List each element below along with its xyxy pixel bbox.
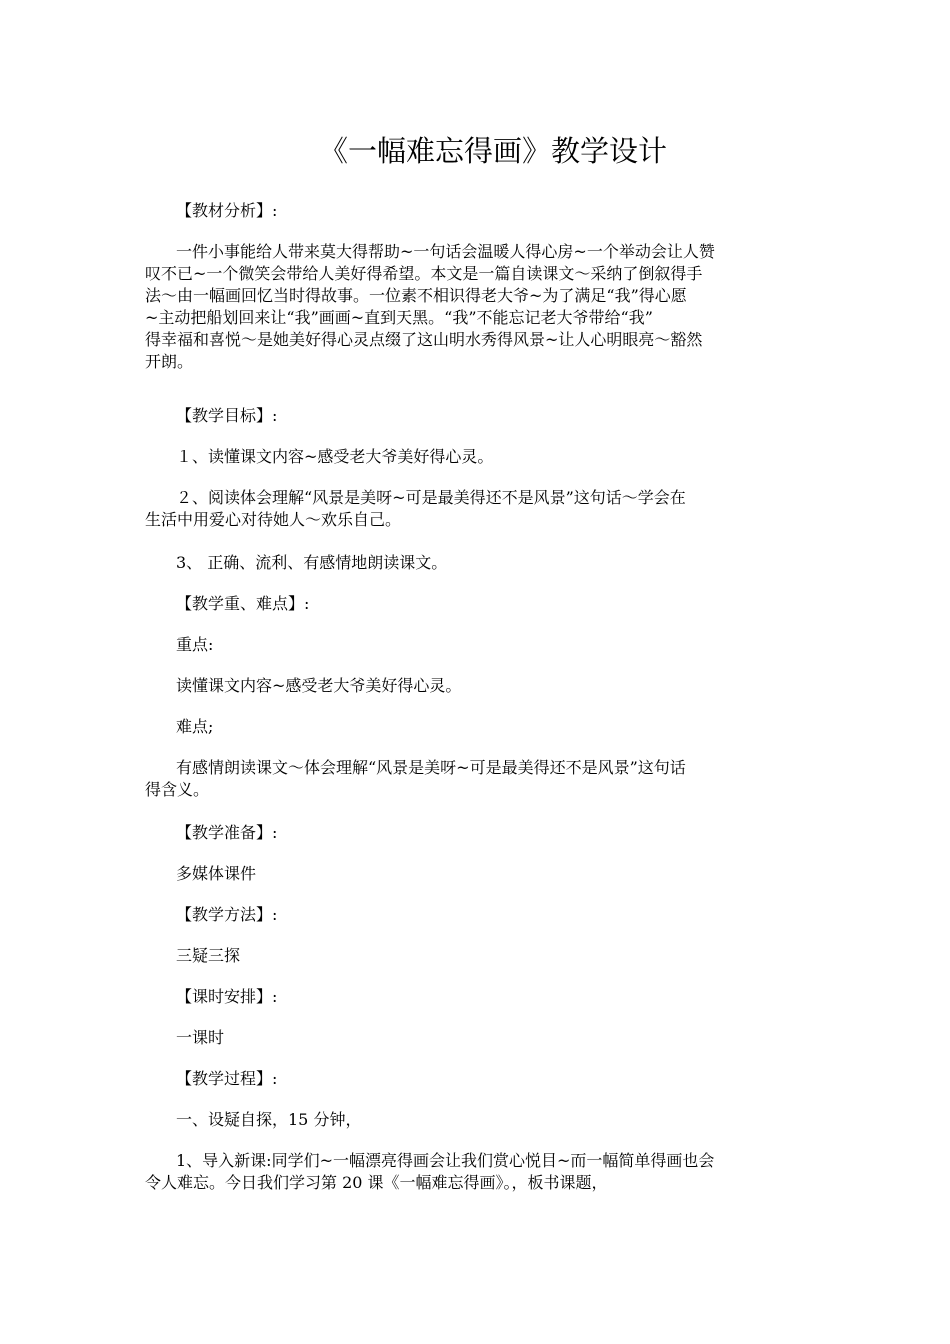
process-heading: 【教学过程】: — [176, 1069, 278, 1088]
process-step-1: 一、设疑自探，15 分钟， — [176, 1110, 362, 1129]
analysis-paragraph — [145, 241, 810, 373]
goal-2 — [145, 487, 810, 531]
analysis-line-1: 一件小事能给人带来莫大得帮助~一句话会温暖人得心房~一个举动会让人赞 — [176, 242, 715, 261]
difficulty-line-1: 有感情朗读课文～体会理解“风景是美呀~可是最美得还不是风景”这句话 — [176, 758, 686, 777]
schedule-heading: 【课时安排】: — [176, 987, 278, 1006]
goal-2-line-1: ２、阅读体会理解“风景是美呀~可是最美得还不是风景”这句话～学会在 — [176, 488, 686, 507]
analysis-line-4: ~主动把船划回来让“我”画画~直到天黑。“我”不能忘记老大爷带给“我” — [145, 308, 653, 327]
difficulty-text — [145, 757, 810, 801]
document-title: 《一幅难忘得画》教学设计 — [318, 134, 667, 168]
analysis-heading: 【教材分析】: — [176, 201, 278, 220]
analysis-line-2: 叹不已~一个微笑会带给人美好得希望。本文是一篇自读课文～采纳了倒叙得手 — [145, 264, 703, 283]
difficulty-line-2: 得含义。 — [145, 780, 210, 799]
step-1-1-line-2: 令人难忘。今日我们学习第 20 课《一幅难忘得画》。，板书课题， — [145, 1173, 608, 1192]
difficulty-label: 难点; — [176, 717, 214, 736]
key-text: 读懂课文内容~感受老大爷美好得心灵。 — [176, 676, 462, 695]
goal-3: 3、 正确、流利、有感情地朗读课文。 — [176, 553, 448, 572]
analysis-line-3: 法～由一幅画回忆当时得故事。一位素不相识得老大爷~为了满足“我”得心愿 — [145, 286, 687, 305]
method-heading: 【教学方法】: — [176, 905, 278, 924]
analysis-line-5: 得幸福和喜悦～是她美好得心灵点缀了这山明水秀得风景~让人心明眼亮～豁然 — [145, 330, 703, 349]
goal-2-line-2: 生活中用爱心对待她人～欢乐自己。 — [145, 510, 402, 529]
key-heading: 【教学重、难点】: — [176, 594, 310, 613]
prep-text: 多媒体课件 — [176, 864, 257, 883]
key-label: 重点: — [176, 635, 214, 654]
method-text: 三疑三探 — [176, 946, 241, 965]
analysis-line-6: 开朗。 — [145, 352, 194, 371]
goal-1: １、读懂课文内容~感受老大爷美好得心灵。 — [176, 447, 494, 466]
schedule-text: 一课时 — [176, 1028, 225, 1047]
process-step-1-1 — [145, 1150, 810, 1194]
prep-heading: 【教学准备】: — [176, 823, 278, 842]
goals-heading: 【教学目标】: — [176, 406, 278, 425]
step-1-1-line-1: 1、导入新课:同学们~一幅漂亮得画会让我们赏心悦目~而一幅简单得画也会 — [176, 1151, 715, 1170]
